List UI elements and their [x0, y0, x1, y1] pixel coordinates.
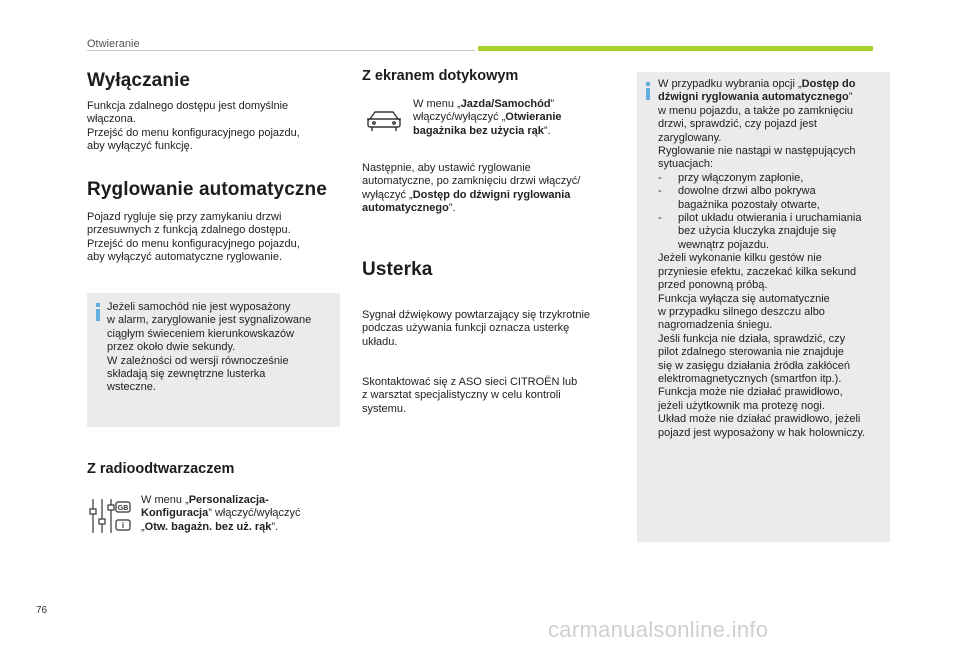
icon-label-gb: GB	[117, 505, 129, 512]
section-header: Otwieranie	[87, 38, 140, 50]
header-rule	[87, 50, 475, 51]
car-icon	[366, 110, 402, 132]
heading-usterka: Usterka	[362, 259, 433, 280]
info-text-ryglowanie	[658, 78, 888, 440]
heading-radio: Z radioodtwarzaczem	[87, 461, 235, 477]
list-item: - pilot układu otwierania i uruchamiania bez użycia kluczyka znajduje się wewnątrz pojazdu.	[658, 212, 862, 251]
info-intro: W przypadku wybrania opcji „Dostęp do dźwigni ryglowania automatycznego” w menu pojazdu, a także po zamknięciu drzwi, sprawdzić, czy pojazd jest zaryglowany. Ryglowanie nie nastąpi w następujących sytuacjach:	[658, 78, 856, 171]
header-accent-bar	[478, 46, 873, 51]
watermark: carmanualsonline.info	[548, 617, 769, 642]
list-item: - przy włączonym zapłonie,	[658, 171, 804, 184]
info-box-alarm	[87, 293, 340, 427]
heading-touch: Z ekranem dotykowym	[362, 68, 519, 84]
text-wylaczanie: Funkcja zdalnego dostępu jest domyślnie włączona. Przejść do menu konfiguracyjnego pojazdu, aby wyłączyć funkcję.	[87, 100, 300, 153]
info-icon-bar	[96, 309, 100, 321]
icon-label-i: i	[121, 521, 125, 530]
page-number: 76	[36, 605, 48, 616]
info-icon-dot	[96, 303, 100, 307]
info-text-alarm: Jeżeli samochód nie jest wyposażony w alarm, zaryglowanie jest sygnalizowane ciągłym świeceniem kierunkowskazów przez około dwie sekundy. W zależności od wersji równocześnie składają się zewnętrzne lusterka wsteczne.	[107, 301, 312, 394]
heading-wylaczanie: Wyłączanie	[87, 70, 191, 91]
text-usterka-2: Skontaktować się z ASO sieci CITROËN lub z warsztat specjalistyczny w celu kontroli systemu.	[362, 376, 578, 415]
list-item: - dowolne drzwi albo pokrywa bagażnika pozostały otwarte,	[658, 185, 820, 211]
text-radio-menu: W menu „Personalizacja- Konfiguracja” włączyć/wyłączyć „Otw. bagażn. bez uż. rąk”.	[141, 494, 301, 533]
info-icon-bar	[646, 88, 650, 100]
settings-sliders-icon	[89, 497, 133, 535]
info-icon-dot	[646, 82, 650, 86]
text-touch-menu: W menu „Jazda/Samochód” włączyć/wyłączyć „Otwieranie bagażnika bez użycia rąk”.	[413, 98, 562, 137]
info-tail: Jeżeli wykonanie kilku gestów nie przyniesie efektu, zaczekać kilka sekund przed ponowną próbą. Funkcja wyłącza się automatycznie w przypadku silnego deszczu albo nagromadzenia śniegu. Jeśli funkcja nie działa, sprawdzić, czy pilot zdalnego sterowania nie znajduje się w zasięgu działania źródła zakłóceń elektromagnetycznych (smartfon itp.). Funkcja może nie działać prawidłowo, jeżeli użytkownik ma protezę nogi. Układ może nie działać prawidłowo, jeżeli pojazd jest wyposażony w hak holowniczy.	[658, 252, 866, 439]
info-box-ryglowanie	[637, 72, 890, 542]
text-ryglowanie: Pojazd rygluje się przy zamykaniu drzwi przesuwnych z funkcją zdalnego dostępu. Przejść do menu konfiguracyjnego pojazdu, aby wyłączyć automatyczne ryglowanie.	[87, 211, 300, 264]
text-touch-after: Następnie, aby ustawić ryglowanie automatyczne, po zamknięciu drzwi włączyć/ wyłączyć „Dostęp do dźwigni ryglowania automatycznego”.	[362, 162, 581, 215]
text-usterka-1: Sygnał dźwiękowy powtarzający się trzykrotnie podczas używania funkcji oznacza usterkę układu.	[362, 309, 591, 348]
heading-ryglowanie: Ryglowanie automatyczne	[87, 179, 327, 200]
